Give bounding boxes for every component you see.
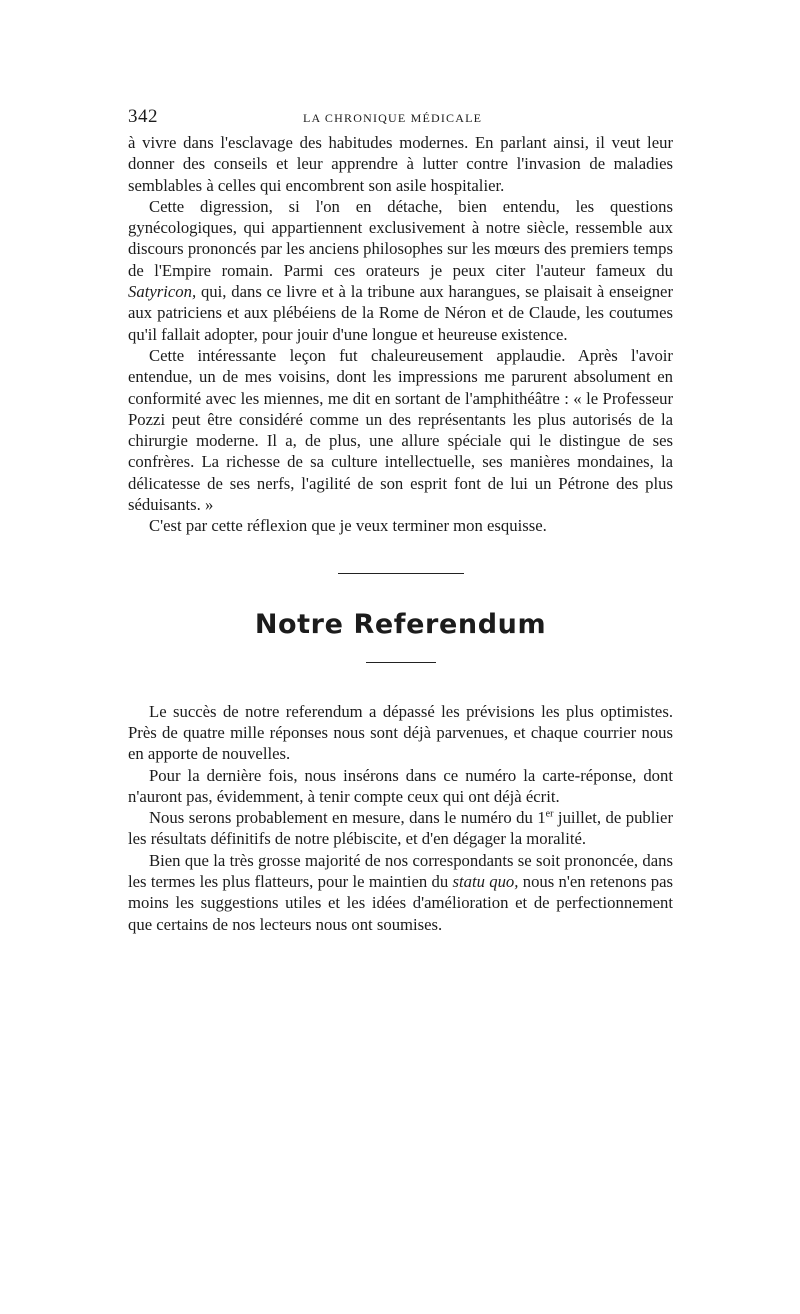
paragraph: à vivre dans l'esclavage des habitudes modernes. En parlant ainsi, il veut leur donner des conseils et leur apprendre à lutter contre l'invasion de maladies semblables à celles qui encombrent son asile hospitalier.	[128, 133, 673, 195]
superscript: er	[545, 808, 554, 820]
document-page	[128, 104, 673, 935]
divider-rule	[366, 662, 436, 663]
article-continuation	[128, 132, 673, 537]
section-heading: Notre Referendum	[254, 608, 547, 640]
paragraph: Pour la dernière fois, nous insérons dans ce numéro la carte-réponse, dont n'auront pas, évidemment, à tenir compte ceux qui ont déjà écrit.	[128, 765, 673, 806]
paragraph-text: Cette digression, si l'on en détache, bien entendu, les questions gynécologiques, qui appartiennent exclusivement à notre siècle, ressemble aux discours prononcés par les anciens philosophes sur les mœurs des premiers temps de l'Empire romain. Parmi ces orateurs je peux citer l'auteur fameux du	[128, 196, 673, 280]
paragraph-text: Nous serons probablement en mesure, dans le numéro du 1	[149, 808, 546, 828]
paragraph	[128, 196, 673, 345]
paragraph-text: nous n'en retenons pas moins les suggestions utiles et les idées d'amélioration et de perfectionnement que certains de nos lecteurs nous ont soumises.	[128, 872, 673, 934]
paragraph-text: qui, dans ce livre et à la tribune aux harangues, se plaisait à enseigner aux patriciens et aux plébéiens de la Rome de Néron et de Claude, les coutumes qu'il fallait adopter, pour jouir d'une longue et heureuse existence.	[128, 282, 673, 344]
referendum-section	[128, 701, 673, 935]
paragraph: C'est par cette réflexion que je veux terminer mon esquisse.	[149, 516, 547, 536]
running-header	[128, 104, 673, 132]
divider-rule	[338, 573, 464, 574]
paragraph	[128, 807, 673, 850]
paragraph-text: juillet, de publier les résultats définitifs de notre plébiscite, et d'en dégager la moralité.	[128, 808, 674, 849]
page-number: 342	[128, 106, 158, 127]
paragraph: Cette intéressante leçon fut chaleureusement applaudie. Après l'avoir entendue, un de mes voisins, dont les impressions me parurent absolument en conformité avec les miennes, me dit en sortant de l'amphithéâtre : « le Professeur Pozzi peut être considéré comme un des représentants les plus autorisés de la chirurgie moderne. Il a, de plus, une allure spéciale qui le distingue de ses confrères. La richesse de sa culture intellectuelle, ses manières mondaines, la délicatesse de ses nerfs, l'agilité de son esprit font de lui un Pétrone des plus séduisants. »	[128, 345, 673, 515]
paragraph	[128, 850, 673, 935]
italic-title: Satyricon,	[128, 282, 197, 302]
journal-title: LA CHRONIQUE MÉDICALE	[303, 111, 483, 125]
italic-phrase: statu quo,	[452, 872, 519, 892]
paragraph: Le succès de notre referendum a dépassé les prévisions les plus optimistes. Près de quatre mille réponses nous sont déjà parvenues, et chaque courrier nous en apporte de nouvelles.	[128, 701, 673, 764]
paragraph-text: Bien que la très grosse majorité de nos correspondants se soit prononcée, dans les termes les plus flatteurs, pour le maintien du	[128, 850, 673, 892]
